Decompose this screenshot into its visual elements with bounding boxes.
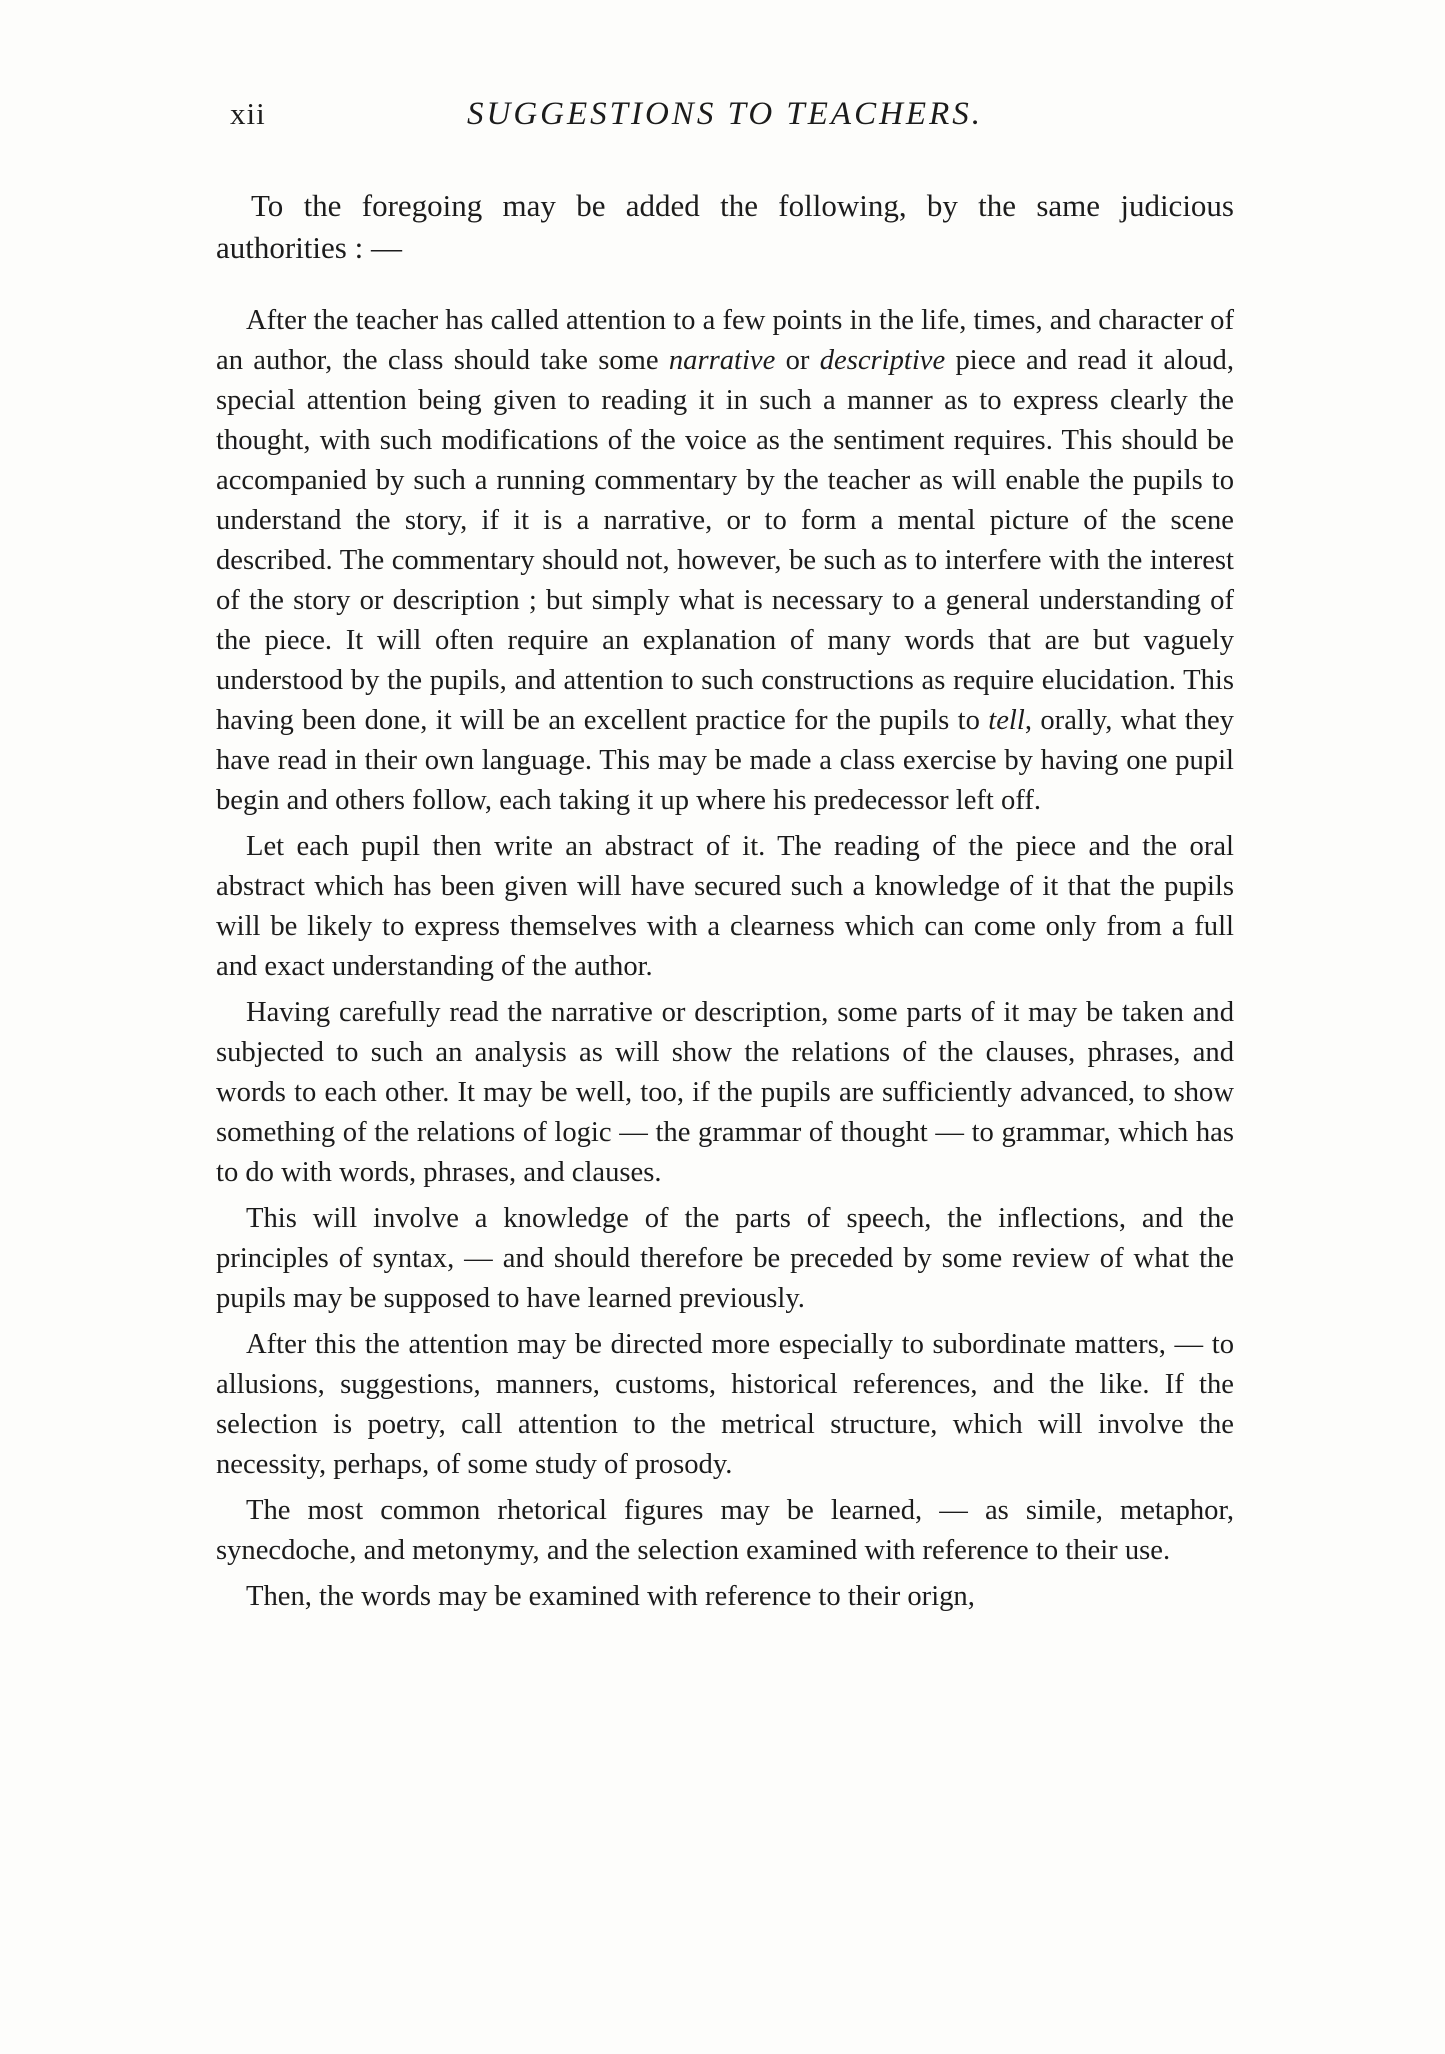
body-text [216, 185, 1234, 1617]
paragraph-parts-of-speech: This will involve a knowledge of the parts of speech, the inflections, and the principles of syntax, — and should therefore be preceded by some review of what the pupils may be supposed to have learned previously. [216, 1203, 1234, 1314]
paragraph-text: or [775, 345, 820, 376]
running-title: SUGGESTIONS TO TEACHERS. [466, 96, 983, 132]
running-head [210, 96, 1240, 146]
intro-paragraph: To the foregoing may be added the following, by the same judicious authorities : — [216, 188, 1234, 265]
paragraph-text: , orally, what they have read in their own language. This may be made a class exercise by having one pupil begin and others follow, each taking it up where his predecessor left off. [216, 705, 1234, 816]
paragraph-abstract: Let each pupil then write an abstract of it. The reading of the piece and the oral abstract which has been given will have secured such a knowledge of it that the pupils will be likely to express themselves with a clearness which can come only from a full and exact understanding of the author. [216, 831, 1234, 982]
emphasis-descriptive: descriptive [819, 345, 946, 376]
page-number: xii [230, 96, 266, 131]
paragraph-rhetorical-figures: The most common rhetorical figures may be learned, — as simile, metaphor, synecdoche, and metonymy, and the selection examined with reference to their use. [216, 1495, 1234, 1566]
emphasis-narrative: narrative [668, 345, 776, 376]
paragraph-teacher-commentary [216, 301, 1234, 821]
paragraph-text: piece and read it aloud, special attention being given to reading it in such a manner as to express clearly the thought, with such modifications of the voice as the sentiment requires. This should be accompanied by such a running commentary by the teacher as will enable the pupils to understand the story, if it is a narrative, or to form a mental picture of the scene described. The commentary should not, however, be such as to interfere with the interest of the story or description ; but simply what is necessary to a general understanding of the piece. It will often require an explanation of many words that are but vaguely understood by the pupils, and attention to such constructions as require elucidation. This having been done, it will be an excellent practice for the pupils to [216, 345, 1234, 736]
paragraph-analysis: Having carefully read the narrative or description, some parts of it may be taken and subjected to such an analysis as will show the relations of the clauses, phrases, and words to each other. It may be well, too, if the pupils are sufficiently advanced, to show something of the relations of logic — the grammar of thought — to grammar, which has to do with words, phrases, and clauses. [216, 997, 1234, 1188]
paragraph-word-origin: Then, the words may be examined with reference to their orign, [246, 1581, 975, 1612]
emphasis-tell: tell [988, 705, 1025, 736]
paragraph-subordinate-matters: After this the attention may be directed more especially to subordinate matters, — to allusions, suggestions, manners, customs, historical references, and the like. If the selection is poetry, call attention to the metrical structure, which will involve the necessity, perhaps, of some study of prosody. [216, 1329, 1234, 1480]
paragraph-text: After the teacher has called attention to a few points in the life, times, and character of an author, the class should take some [216, 305, 1234, 376]
